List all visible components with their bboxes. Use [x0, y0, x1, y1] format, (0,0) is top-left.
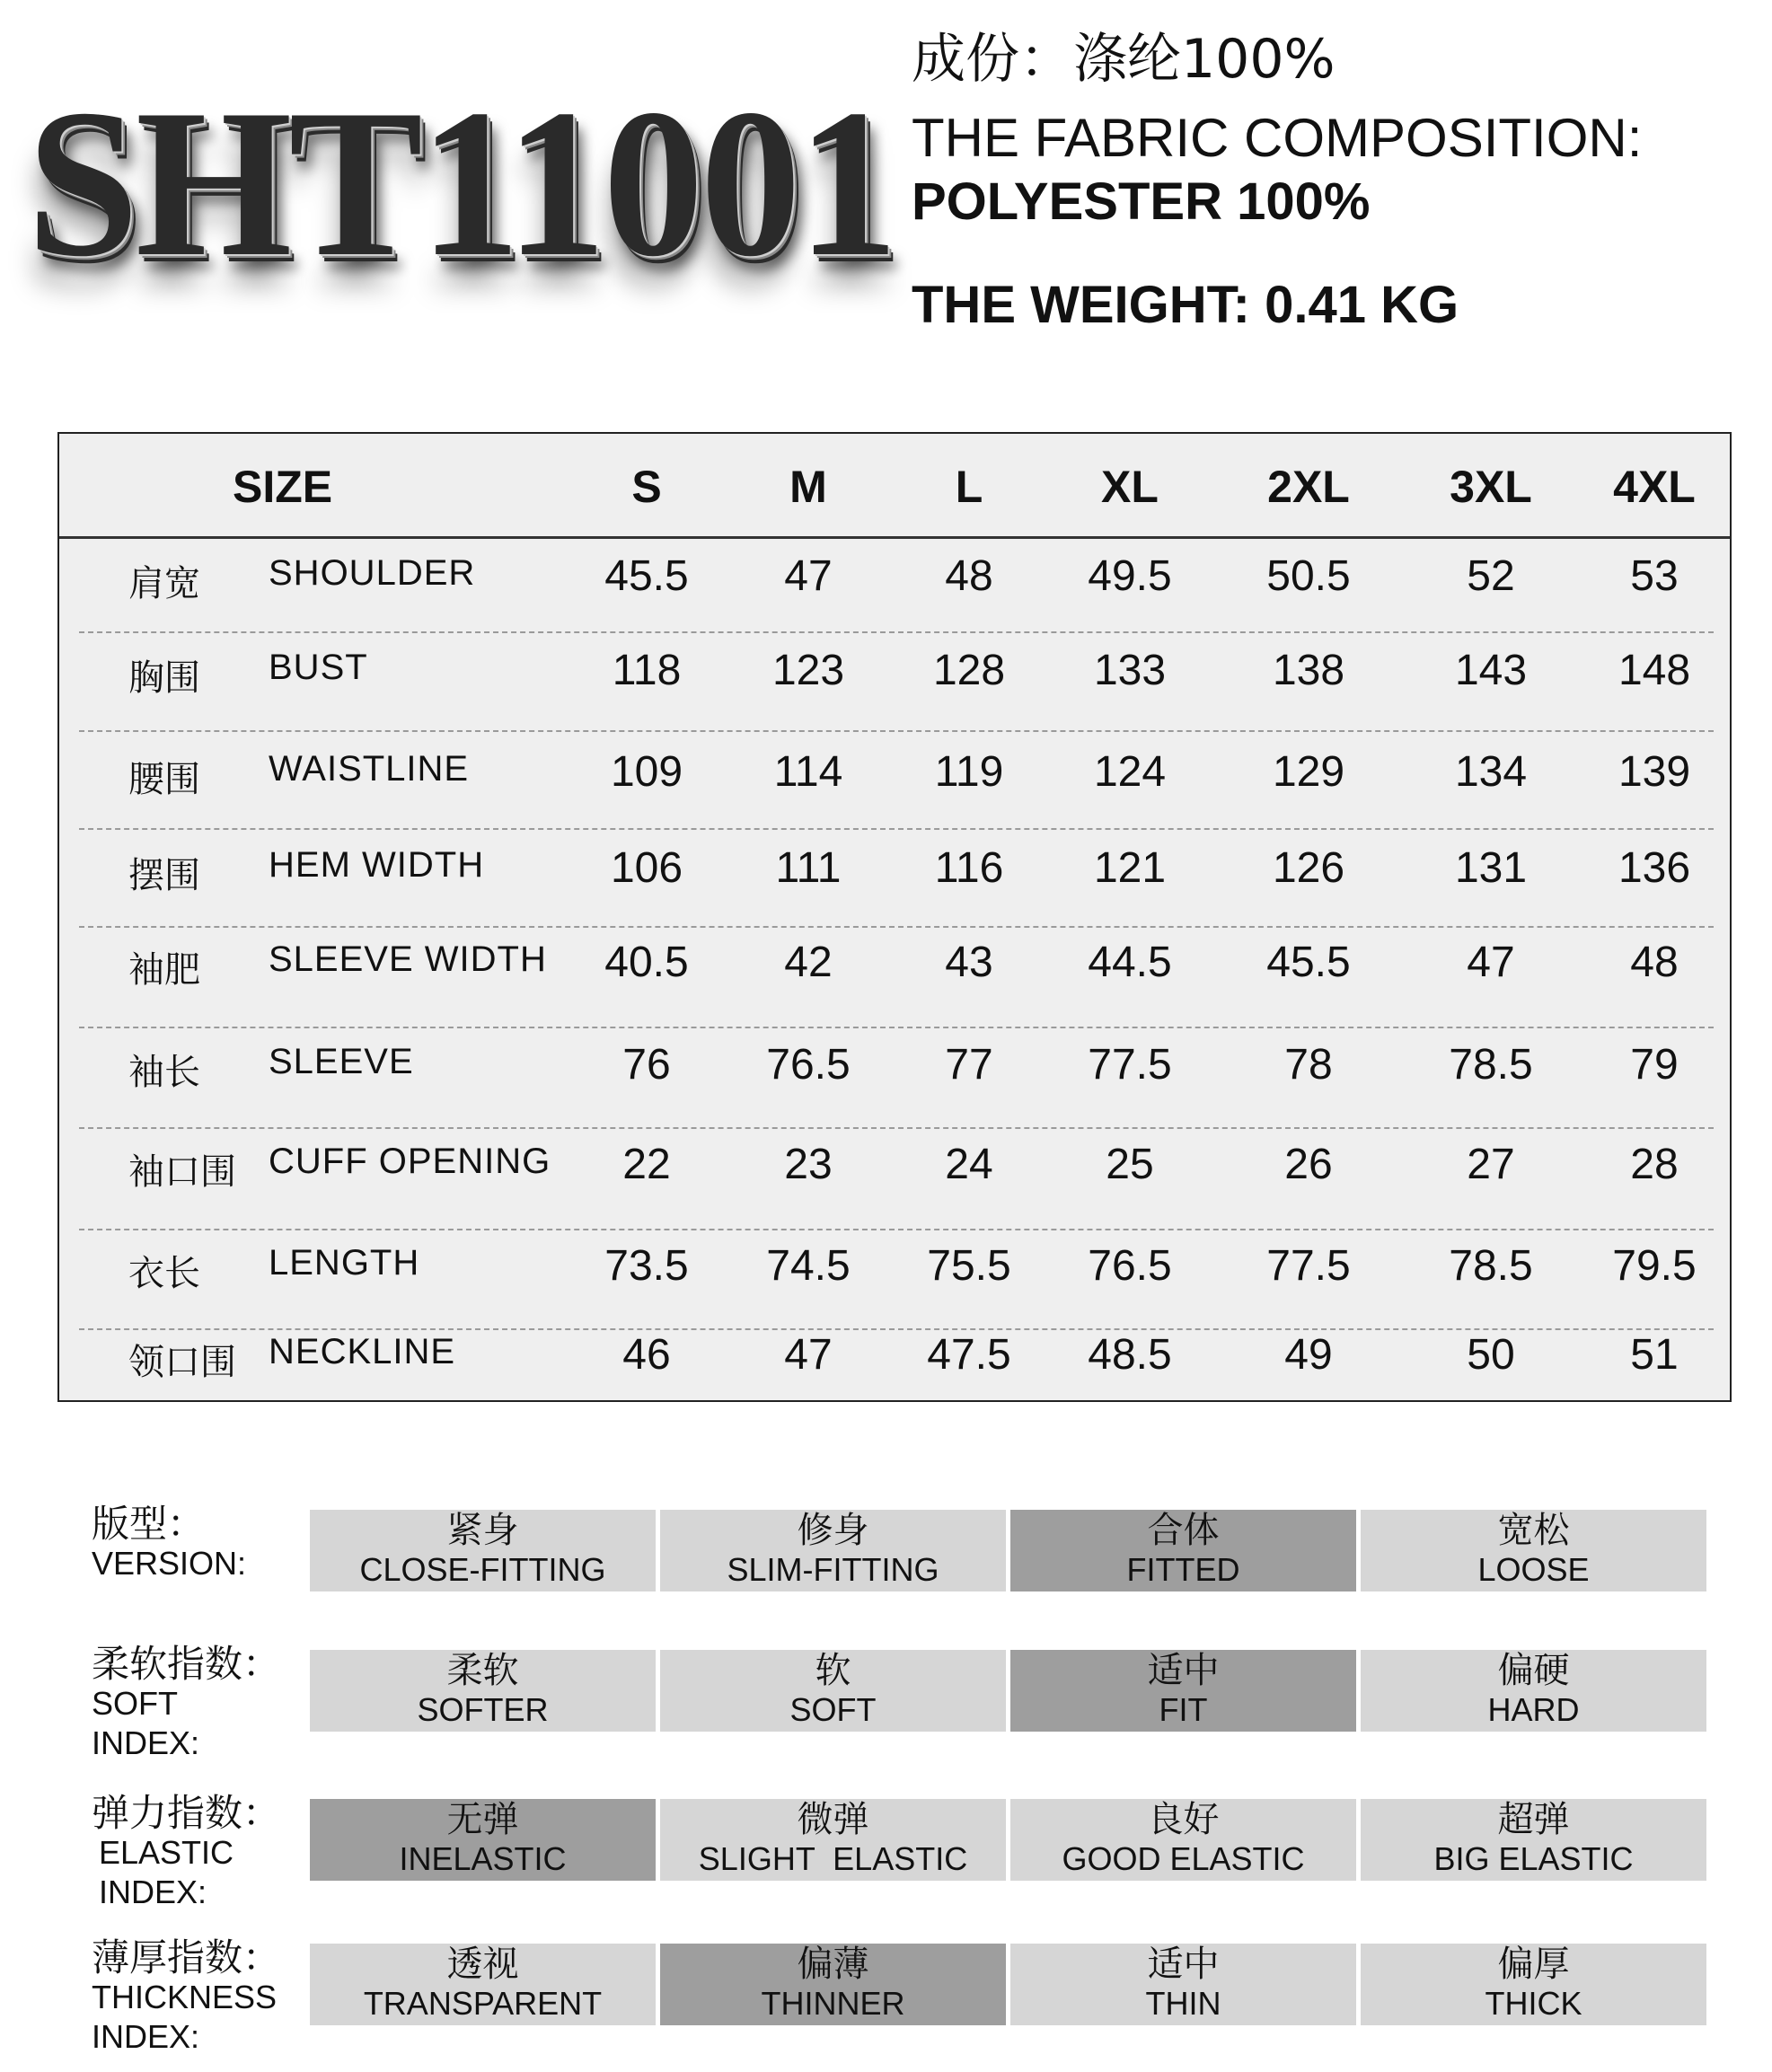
- table-cell: 121: [1093, 844, 1167, 892]
- option-label-cn: 偏薄: [797, 1944, 869, 1985]
- table-cell: 48: [1630, 939, 1679, 986]
- index-option: [660, 1799, 1006, 1881]
- table-cell: 109: [610, 748, 683, 796]
- index-option-selected: [660, 1944, 1006, 2025]
- option-label-cn: 软: [815, 1650, 851, 1691]
- option-label-cn: 偏硬: [1497, 1650, 1570, 1691]
- index-option-selected: [1010, 1510, 1356, 1591]
- table-row: [79, 1129, 1714, 1230]
- table-cell: 53: [1630, 552, 1679, 600]
- measure-label-cn: 肩宽: [128, 563, 200, 604]
- table-cell: 77.5: [1088, 1041, 1172, 1089]
- table-cell: 49.5: [1088, 552, 1172, 600]
- size-header-cell: XL: [1101, 462, 1159, 512]
- table-cell: 47.5: [927, 1331, 1011, 1379]
- size-table: [57, 432, 1732, 1402]
- table-cell: 124: [1093, 748, 1167, 796]
- measure-label-en: CUFF OPENING: [269, 1142, 551, 1181]
- table-cell: 51: [1630, 1331, 1679, 1379]
- measure-label-cn: 腰围: [128, 759, 200, 800]
- composition-en: THE FABRIC COMPOSITION:: [912, 108, 1643, 168]
- measure-label-en: SLEEVE WIDTH: [269, 939, 547, 979]
- table-cell: 22: [622, 1141, 671, 1188]
- index-option: [310, 1650, 656, 1732]
- table-cell: 42: [784, 939, 833, 986]
- option-label-en: SOFTER: [417, 1691, 549, 1728]
- table-cell: 79: [1630, 1041, 1679, 1089]
- table-cell: 148: [1618, 647, 1691, 694]
- index-label-en: INDEX:: [92, 2018, 200, 2055]
- option-label-cn: 修身: [797, 1510, 869, 1551]
- index-option: [1361, 1799, 1706, 1881]
- index-label-cn: 弹力指数：: [92, 1791, 281, 1835]
- option-label-en: FIT: [1159, 1691, 1208, 1728]
- option-label-cn: 无弹: [446, 1799, 519, 1840]
- index-label-cn: 柔软指数：: [92, 1642, 281, 1686]
- table-cell: 47: [784, 1331, 833, 1379]
- index-option: [1361, 1510, 1706, 1591]
- table-row: [79, 1330, 1714, 1400]
- table-row: [79, 928, 1714, 1028]
- table-cell: 76.5: [1088, 1242, 1172, 1290]
- index-option: [310, 1510, 656, 1591]
- index-option: [310, 1944, 656, 2025]
- measure-label-cn: 领口围: [128, 1342, 236, 1383]
- table-cell: 28: [1630, 1141, 1679, 1188]
- table-cell: 46: [622, 1331, 671, 1379]
- table-row: [79, 830, 1714, 928]
- table-cell: 116: [934, 844, 1004, 892]
- size-header-cell: L: [955, 462, 983, 512]
- table-cell: 78.5: [1449, 1041, 1533, 1089]
- table-row: [79, 633, 1714, 732]
- table-cell: 77: [945, 1041, 993, 1089]
- option-label-en: INELASTIC: [399, 1840, 567, 1877]
- composition-cn: 成份：涤纶100%: [912, 28, 1336, 91]
- table-cell: 77.5: [1266, 1242, 1351, 1290]
- composition-value: POLYESTER 100%: [912, 172, 1371, 231]
- table-cell: 47: [784, 552, 833, 600]
- table-cell: 25: [1106, 1141, 1154, 1188]
- model-code: SHT11001: [27, 66, 895, 301]
- table-cell: 45.5: [604, 552, 689, 600]
- table-cell: 133: [1093, 647, 1167, 694]
- index-label-cn: 版型：: [92, 1502, 206, 1546]
- index-label-en: SOFT: [92, 1685, 178, 1722]
- measure-label-en: LENGTH: [269, 1243, 420, 1283]
- option-label-en: FITTED: [1126, 1551, 1240, 1588]
- option-label-cn: 合体: [1147, 1510, 1220, 1551]
- size-header-cell: 3XL: [1450, 462, 1532, 512]
- table-cell: 49: [1284, 1331, 1333, 1379]
- table-cell: 48: [945, 552, 993, 600]
- table-cell: 52: [1467, 552, 1515, 600]
- index-label-en: VERSION:: [92, 1545, 247, 1582]
- option-label-en: THINNER: [761, 1985, 905, 2022]
- size-header-cell: 4XL: [1613, 462, 1696, 512]
- option-label-en: GOOD ELASTIC: [1062, 1840, 1305, 1877]
- index-label: [92, 1935, 281, 2057]
- option-label-en: LOOSE: [1477, 1551, 1590, 1588]
- option-label-cn: 偏厚: [1497, 1944, 1570, 1985]
- option-label-en: SOFT: [789, 1691, 877, 1728]
- table-cell: 78: [1284, 1041, 1333, 1089]
- table-cell: 126: [1272, 844, 1345, 892]
- index-label-en: INDEX:: [99, 1874, 207, 1910]
- table-cell: 24: [945, 1141, 993, 1188]
- index-option: [660, 1510, 1006, 1591]
- option-label-cn: 微弹: [797, 1799, 869, 1840]
- measure-label-cn: 袖长: [128, 1052, 200, 1093]
- table-cell: 128: [932, 647, 1006, 694]
- option-label-cn: 适中: [1147, 1944, 1220, 1985]
- table-row: [79, 536, 1714, 633]
- measure-label-cn: 胸围: [128, 657, 200, 699]
- table-cell: 136: [1618, 844, 1691, 892]
- table-cell: 75.5: [927, 1242, 1011, 1290]
- table-cell: 48.5: [1088, 1331, 1172, 1379]
- index-option-selected: [310, 1799, 656, 1881]
- option-label-en: CLOSE-FITTING: [359, 1551, 606, 1588]
- index-option: [1010, 1799, 1356, 1881]
- table-row: [79, 732, 1714, 830]
- option-label-cn: 适中: [1147, 1650, 1220, 1691]
- option-label-cn: 宽松: [1497, 1510, 1570, 1551]
- option-label-en: SLIM-FITTING: [727, 1551, 939, 1588]
- table-cell: 119: [934, 748, 1004, 796]
- table-cell: 118: [612, 647, 682, 694]
- index-label-en: THICKNESS: [92, 1979, 278, 2015]
- table-cell: 139: [1618, 748, 1691, 796]
- measure-label-cn: 衣长: [128, 1253, 200, 1294]
- table-cell: 129: [1272, 748, 1345, 796]
- measure-label-en: WAISTLINE: [269, 749, 470, 789]
- index-label: [92, 1791, 281, 1912]
- index-option: [660, 1650, 1006, 1732]
- table-cell: 40.5: [604, 939, 689, 986]
- table-row: [79, 1028, 1714, 1129]
- option-label-cn: 柔软: [446, 1650, 519, 1691]
- weight: THE WEIGHT: 0.41 KG: [912, 276, 1459, 334]
- index-option: [1361, 1944, 1706, 2025]
- table-cell: 76: [622, 1041, 671, 1089]
- size-header-cell: S: [631, 462, 662, 512]
- option-label-en: THIN: [1145, 1985, 1221, 2022]
- index-option: [1361, 1650, 1706, 1732]
- measure-label-en: SLEEVE: [269, 1042, 414, 1081]
- table-cell: 23: [784, 1141, 833, 1188]
- option-label-en: HARD: [1487, 1691, 1580, 1728]
- index-option-selected: [1010, 1650, 1356, 1732]
- index-option: [1010, 1944, 1356, 2025]
- table-cell: 111: [775, 844, 842, 892]
- table-cell: 78.5: [1449, 1242, 1533, 1290]
- table-cell: 74.5: [766, 1242, 851, 1290]
- size-column-label: SIZE: [233, 462, 333, 512]
- index-label-en: INDEX:: [92, 1724, 200, 1761]
- option-label-cn: 良好: [1147, 1799, 1220, 1840]
- table-cell: 138: [1272, 647, 1345, 694]
- option-label-en: BIG ELASTIC: [1433, 1840, 1634, 1877]
- index-label: [92, 1644, 280, 1763]
- table-cell: 50: [1467, 1331, 1515, 1379]
- table-cell: 45.5: [1266, 939, 1351, 986]
- measure-label-en: HEM WIDTH: [269, 845, 485, 885]
- measure-label-cn: 袖口围: [128, 1151, 236, 1193]
- index-label-en: ELASTIC: [99, 1834, 234, 1871]
- index-label-cn: 薄厚指数：: [92, 1935, 281, 1979]
- option-label-en: THICK: [1485, 1985, 1582, 2022]
- option-label-en: TRANSPARENT: [363, 1985, 603, 2022]
- measure-label-cn: 袖肥: [128, 949, 200, 991]
- table-cell: 44.5: [1088, 939, 1172, 986]
- table-cell: 26: [1284, 1141, 1333, 1188]
- table-header: [59, 434, 1730, 539]
- option-label-cn: 紧身: [446, 1510, 519, 1551]
- table-cell: 143: [1454, 647, 1528, 694]
- table-cell: 27: [1467, 1141, 1515, 1188]
- table-cell: 106: [610, 844, 683, 892]
- table-cell: 43: [945, 939, 993, 986]
- table-cell: 73.5: [604, 1242, 689, 1290]
- option-label-en: SLIGHT ELASTIC: [698, 1840, 968, 1877]
- table-cell: 131: [1454, 844, 1528, 892]
- table-cell: 114: [773, 748, 843, 796]
- measure-label-en: SHOULDER: [269, 553, 476, 593]
- size-header-cell: M: [789, 462, 827, 512]
- table-cell: 50.5: [1266, 552, 1351, 600]
- table-cell: 123: [771, 647, 845, 694]
- measure-label-en: NECKLINE: [269, 1332, 456, 1371]
- option-label-cn: 透视: [446, 1944, 519, 1985]
- measure-label-en: BUST: [269, 648, 368, 687]
- table-cell: 47: [1467, 939, 1515, 986]
- index-label: [92, 1504, 246, 1583]
- size-header-cell: 2XL: [1267, 462, 1350, 512]
- measure-label-cn: 摆围: [128, 855, 200, 896]
- table-cell: 76.5: [766, 1041, 851, 1089]
- option-label-cn: 超弹: [1497, 1799, 1570, 1840]
- table-cell: 134: [1454, 748, 1528, 796]
- table-cell: 79.5: [1612, 1242, 1697, 1290]
- table-row: [79, 1230, 1714, 1330]
